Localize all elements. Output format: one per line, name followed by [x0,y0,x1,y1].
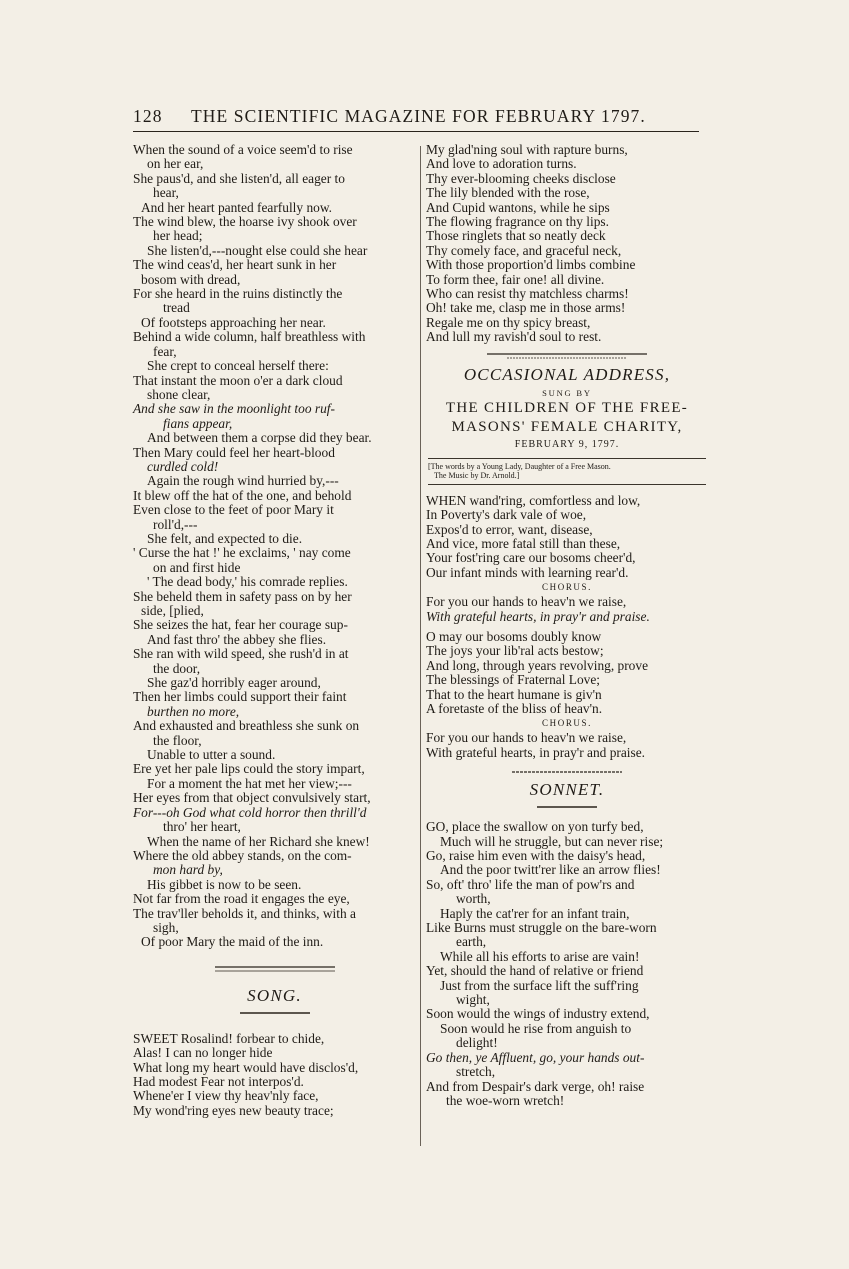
sonnet-line: delight! [456,1035,498,1051]
song-line: To form thee, fair one! all divine. [426,271,605,287]
chorus-line: With grateful hearts, in pray'r and praise. [426,744,646,760]
poem-line: She crept to conceal herself there: [147,358,329,374]
poem-line: fians appear, [163,415,233,431]
poem-line: For---oh God what cold horror then thrill'd [133,804,367,820]
address-line: WHEN wand'ring, comfortless and low, [426,492,641,508]
ornament-rule [215,964,335,974]
song-line: And Cupid wantons, while he sips [426,199,610,215]
header-rule [133,131,699,132]
left-column [133,143,416,1118]
poem-line: Then her limbs could support their faint [133,689,347,705]
chorus-line: For you our hands to heav'n we raise, [426,730,627,746]
poem-line: Where the old abbey stands, on the com- [133,847,352,863]
poem-line: the floor, [153,732,202,748]
poem-line: the door, [153,660,201,676]
poem-line: For a moment the hat met her view;--- [147,775,352,791]
song-line: And love to adoration turns. [426,156,577,172]
address-line: And vice, more fatal still than these, [426,535,621,551]
poem-line: The wind ceas'd, her heart sunk in her [133,257,337,273]
poem-line: Not far from the road it engages the eye, [133,891,350,907]
song-line: Thy ever-blooming cheeks disclose [426,170,616,186]
running-header [133,106,693,127]
address-line: That to the heart humane is giv'n [426,686,602,702]
sonnet [426,820,708,1108]
address-subtitle-1: THE CHILDREN OF THE FREE- [445,399,689,416]
chorus-line: With grateful hearts, in pray'r and praise. [426,608,650,624]
sonnet-line: worth, [456,891,491,907]
poem-line: When the sound of a voice seem'd to rise [133,142,353,157]
song-line: And lull my ravish'd soul to rest. [426,329,602,345]
song-line: The flowing fragrance on thy lips. [426,214,609,230]
chorus-line: For you our hands to heav'n we raise, [426,594,627,610]
poem-line: side, [plied, [141,603,204,618]
poem-line: It blew off the hat of the one, and behold [133,487,352,503]
right-column [426,143,708,1108]
sonnet-line: Much will he struggle, but can never rise; [440,833,664,849]
sonnet-line: wight, [456,992,490,1008]
song-line: With those proportion'd limbs combine [426,257,636,273]
sonnet-line: the woe-worn wretch! [446,1092,565,1108]
running-title: THE SCIENTIFIC MAGAZINE FOR FEBRUARY 1797. [191,106,646,126]
column-divider [420,146,421,1146]
poem-line: When the name of her Richard she knew! [147,833,370,849]
sonnet-title: SONNET. [529,780,605,800]
address-date: FEBRUARY 9, 1797. [514,438,620,450]
sonnet-line: Go, raise him even with the daisy's head, [426,848,646,863]
poem-line: Behind a wide column, half breathless with [133,329,366,345]
song-line: Alas! I can no longer hide [133,1045,273,1061]
sonnet-line: Yet, should the hand of relative or friend [426,963,644,979]
song-line: Had modest Fear not interpos'd. [133,1073,304,1089]
poem-line: Even close to the feet of poor Mary it [133,502,334,518]
song-line: Regale me on thy spicy breast, [426,314,591,330]
note-rule [428,484,706,485]
poem-line: The wind blew, the hoarse ivy shook over [133,214,357,230]
sonnet-line: Soon would the wings of industry extend, [426,1006,650,1022]
poem-line: She paus'd, and she listen'd, all eager to [133,170,345,186]
poem-line: Unable to utter a sound. [147,747,276,763]
poem-line: She listen'd,---nought else could she hear [147,242,368,258]
poem-line: His gibbet is now to be seen. [147,876,302,892]
poem-line: burthen no more, [147,703,240,719]
poem-line: ' Curse the hat !' he exclaims, ' nay come [133,545,351,561]
poem-line: mon hard by, [153,862,223,878]
sonnet-line: earth, [456,934,487,950]
poem-line: thro' her heart, [163,819,241,835]
chorus-1 [426,595,708,624]
sonnet-line: And from Despair's dark verge, oh! raise [426,1078,645,1094]
title-underline [537,804,597,810]
poem-line: fear, [153,343,177,359]
poem-line: And fast thro' the abbey she flies. [147,631,327,647]
ornament-rule [487,351,647,361]
poem-line: her head; [153,228,203,244]
chorus-2 [426,731,708,760]
address-subtitle-2: MASONS' FEMALE CHARITY, [451,418,683,435]
address-line: A foretaste of the bliss of heav'n. [426,700,603,716]
song-line: Oh! take me, clasp me in those arms! [426,300,626,316]
poem-line: sigh, [153,919,179,935]
sonnet-line: stretch, [456,1064,496,1080]
poem-line: shone clear, [147,386,211,402]
poem-line: Of poor Mary the maid of the inn. [141,934,324,950]
sonnet-line: While all his efforts to arise are vain! [440,948,640,964]
sonnet-line: So, oft' thro' life the man of pow'rs and [426,876,635,892]
address-line: O may our bosoms doubly know [426,628,602,644]
address-note-1: [The words by a Young Lady, Daughter of a Free Mason. [428,461,611,471]
ornament-rule [512,768,622,776]
poem-line: tread [163,300,190,316]
poem-line: That instant the moon o'er a dark cloud [133,372,343,388]
poem-line: roll'd,--- [153,516,198,532]
sonnet-line: GO, place the swallow on yon turfy bed, [426,819,644,835]
address-line: The blessings of Fraternal Love; [426,672,601,688]
song-line: Who can resist thy matchless charms! [426,286,629,302]
sonnet-line: Just from the surface lift the suff'ring [440,977,639,993]
sonnet-line: Haply the cat'rer for an infant train, [440,905,630,921]
song-line: Thy comely face, and graceful neck, [426,242,622,258]
song-continuation [426,143,708,345]
poem-mary-maid-of-inn [133,143,416,950]
address-line: The joys your lib'ral acts bestow; [426,643,604,659]
address-title: OCCASIONAL ADDRESS, [463,364,671,384]
page-number: 128 [133,106,163,126]
poem-line: Again the rough wind hurried by,--- [147,473,339,489]
sonnet-line: Go then, ye Affluent, go, your hands out- [426,1049,645,1065]
song-line: Those ringlets that so neatly deck [426,228,606,244]
song-line: The lily blended with the rose, [426,185,590,201]
poem-line: ' The dead body,' his comrade replies. [147,574,348,590]
song-line: My wond'ring eyes new beauty trace; [133,1102,334,1118]
poem-line: curdled cold! [147,458,219,474]
poem-line: She beheld them in safety pass on by her [133,588,352,604]
poem-line: And she saw in the moonlight too ruf- [133,401,335,417]
song-line: SWEET Rosalind! forbear to chide, [133,1030,325,1046]
address-line: And long, through years revolving, prove [426,657,649,673]
song-rosalind [133,1032,416,1118]
poem-line: Her eyes from that object convulsively start, [133,790,371,806]
poem-line: And her heart panted fearfully now. [141,199,332,215]
poem-line: She gaz'd horribly eager around, [147,675,321,691]
note-rule [428,458,706,459]
poem-line: For she heard in the ruins distinctly the [133,286,343,302]
poem-line: And between them a corpse did they bear. [147,430,372,446]
song-line: My glad'ning soul with rapture burns, [426,142,628,157]
address-line: Your fost'ring care our bosoms cheer'd, [426,550,636,566]
address-stanza-2 [426,630,708,716]
sonnet-line: Like Burns must struggle on the bare-worn [426,920,657,936]
song-line: What long my heart would have disclos'd, [133,1059,359,1075]
sonnet-line: Soon would he rise from anguish to [440,1020,632,1036]
title-underline [240,1010,310,1016]
poem-line: Of footsteps approaching her near. [141,314,326,330]
address-note-2: The Music by Dr. Arnold.] [434,471,520,481]
poem-line: And exhausted and breathless she sunk on [133,718,360,734]
sung-by: SUNG BY [542,387,592,398]
address-line: Expos'd to error, want, disease, [426,521,593,537]
chorus-label: CHORUS. [542,582,592,593]
poem-line: She seizes the hat, fear her courage sup- [133,617,348,633]
poem-line: on and first hide [153,559,241,575]
poem-line: She ran with wild speed, she rush'd in at [133,646,349,662]
poem-line: hear, [153,185,179,201]
poem-line: The trav'ller beholds it, and thinks, with a [133,905,356,921]
poem-line: Ere yet her pale lips could the story impart, [133,761,365,777]
address-stanza-1 [426,494,708,580]
poem-line: Then Mary could feel her heart-blood [133,444,335,460]
song-title: SONG. [247,985,302,1005]
address-line: Our infant minds with learning rear'd. [426,564,629,580]
sonnet-line: And the poor twitt'rer like an arrow flies! [440,862,661,878]
poem-line: bosom with dread, [141,271,241,287]
poem-line: She felt, and expected to die. [147,530,303,546]
chorus-label: CHORUS. [542,718,592,729]
poem-line: on her ear, [147,156,204,172]
address-line: In Poverty's dark vale of woe, [426,507,587,523]
song-line: Whene'er I view thy heav'nly face, [133,1088,319,1104]
